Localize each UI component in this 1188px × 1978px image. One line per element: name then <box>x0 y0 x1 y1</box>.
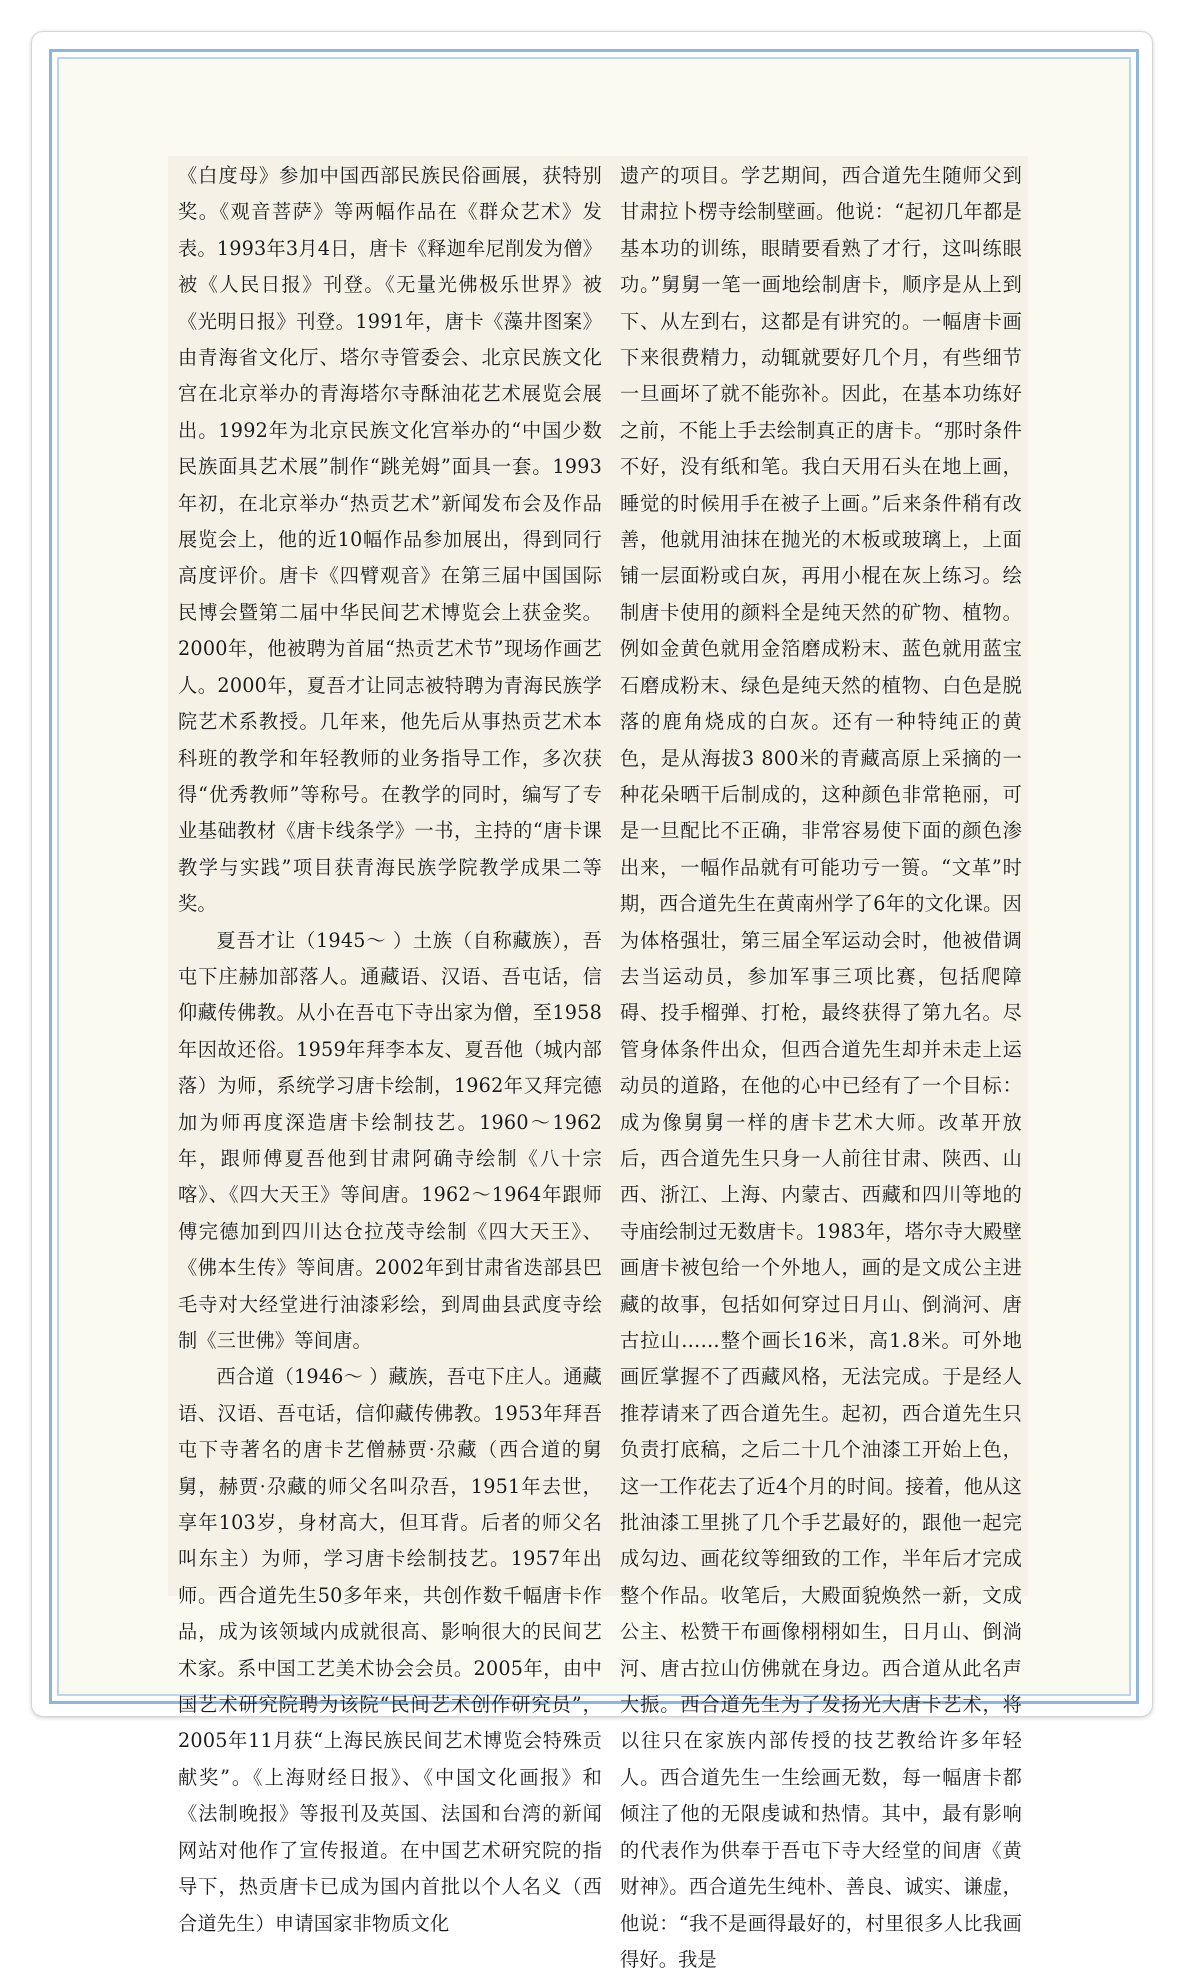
text-column-left <box>178 158 602 1942</box>
paragraph: 《白度母》参加中国西部民族民俗画展，获特别奖。《观音菩萨》等两幅作品在《群众艺术》发表。1993年3月4日，唐卡《释迦牟尼削发为僧》被《人民日报》刊登。《无量光佛极乐世界》被《光明日报》刊登。1991年，唐卡《藻井图案》由青海省文化厅、塔尔寺管委会、北京民族文化宫在北京举办的青海塔尔寺酥油花艺术展览会展出。1992年为北京民族文化宫举办的“中国少数民族面具艺术展”制作“跳羌姆”面具一套。1993年初，在北京举办“热贡艺术”新闻发布会及作品展览会上，他的近10幅作品参加展出，得到同行高度评价。唐卡《四臂观音》在第三届中国国际民博会暨第二届中华民间艺术博览会上获金奖。2000年，他被聘为首届“热贡艺术节”现场作画艺人。2000年，夏吾才让同志被特聘为青海民族学院艺术系教授。几年来，他先后从事热贡艺术本科班的教学和年轻教师的业务指导工作，多次获得“优秀教师”等称号。在教学的同时，编写了专业基础教材《唐卡线条学》一书，主持的“唐卡课教学与实践”项目获青海民族学院教学成果二等奖。 <box>178 164 602 916</box>
scanned-article <box>168 156 1028 1971</box>
paragraph-xihedao-bio: 西合道（1946～ ）藏族，吾屯下庄人。通藏语、汉语、吾屯话，信仰藏传佛教。1953年拜吾屯下寺著名的唐卡艺僧赫贾·尕藏（西合道的舅舅，赫贾·尕藏的师父名叫尕吾，1951年去世，享年103岁，身材高大，但耳背。后者的师父名叫东主）为师，学习唐卡绘制技艺。1957年出师。西合道先生50多年来，共创作数千幅唐卡作品，成为该领域内成就很高、影响很大的民间艺术家。系中国工艺美术协会会员。2005年，由中国艺术研究院聘为该院“民间艺术创作研究员”，2005年11月获“上海民族民间艺术博览会特殊贡献奖”。《上海财经日报》、《中国文化画报》和《法制晚报》等报刊及英国、法国和台湾的新闻网站对他作了宣传报道。在中国艺术研究院的指导下，热贡唐卡已成为国内首批以个人名义（西合道先生）申请国家非物质文化 <box>178 1365 602 1935</box>
paragraph-xiawucairang-bio: 夏吾才让（1945～ ）土族（自称藏族），吾屯下庄赫加部落人。通藏语、汉语、吾屯话，信仰藏传佛教。从小在吾屯下寺出家为僧，至1958年因故还俗。1959年拜李本友、夏吾他（城内部落）为师，系统学习唐卡绘制，1962年又拜完德加为师再度深造唐卡绘制技艺。1960～1962年，跟师傅夏吾他到甘肃阿确寺绘制《八十宗喀》、《四大天王》等间唐。1962～1964年跟师傅完德加到四川达仓拉茂寺绘制《四大天王》、《佛本生传》等间唐。2002年到甘肃省迭部县巴毛寺对大经堂进行油漆彩绘，到周曲县武度寺绘制《三世佛》等间唐。 <box>178 928 602 1352</box>
text-column-right <box>620 158 1022 1978</box>
paragraph: 遗产的项目。学艺期间，西合道先生随师父到甘肃拉卜楞寺绘制壁画。他说：“起初几年都是基本功的训练，眼睛要看熟了才行，这叫练眼功。”舅舅一笔一画地绘制唐卡，顺序是从上到下、从左到右，这都是有讲究的。一幅唐卡画下来很费精力，动辄就要好几个月，有些细节一旦画坏了就不能弥补。因此，在基本功练好之前，不能上手去绘制真正的唐卡。“那时条件不好，没有纸和笔。我白天用石头在地上画，睡觉的时候用手在被子上画。”后来条件稍有改善，他就用油抹在抛光的木板或玻璃上，上面铺一层面粉或白灰，再用小棍在灰上练习。绘制唐卡使用的颜料全是纯天然的矿物、植物。例如金黄色就用金箔磨成粉末、蓝色就用蓝宝石磨成粉末、绿色是纯天然的植物、白色是脱落的鹿角烧成的白灰。还有一种特纯正的黄色，是从海拔3 800米的青藏高原上采摘的一种花朵晒干后制成的，这种颜色非常艳丽，可是一旦配比不正确，非常容易使下面的颜色渗出来，一幅作品就有可能功亏一篑。“文革”时期，西合道先生在黄南州学了6年的文化课。因为体格强壮，第三届全军运动会时，他被借调去当运动员，参加军事三项比赛，包括爬障碍、投手榴弹、打枪，最终获得了第九名。尽管身体条件出众，但西合道先生却并未走上运动员的道路，在他的心中已经有了一个目标：成为像舅舅一样的唐卡艺术大师。改革开放后，西合道先生只身一人前往甘肃、陕西、山西、浙江、上海、内蒙古、西藏和四川等地的寺庙绘制过无数唐卡。1983年，塔尔寺大殿壁画唐卡被包给一个外地人，画的是文成公主进藏的故事，包括如何穿过日月山、倒淌河、唐古拉山……整个画长16米，高1.8米。可外地画匠掌握不了西藏风格，无法完成。于是经人推荐请来了西合道先生。起初，西合道先生只负责打底稿，之后二十几个油漆工开始上色，这一工作花去了近4个月的时间。接着，他从这批油漆工里挑了几个手艺最好的，跟他一起完成勾边、画花纹等细致的工作，半年后才完成整个作品。收笔后，大殿面貌焕然一新，文成公主、松赞干布画像栩栩如生，日月山、倒淌河、唐古拉山仿佛就在身边。西合道从此名声大振。西合道先生为了发扬光大唐卡艺术，将以往只在家族内部传授的技艺教给许多年轻人。西合道先生一生绘画无数，每一幅唐卡都倾注了他的无限虔诚和热情。其中，最有影响的代表作为供奉于吾屯下寺大经堂的间唐《黄财神》。西合道先生纯朴、善良、诚实、谦虚，他说：“我不是画得最好的，村里很多人比我画得好。我是 <box>620 164 1022 1971</box>
